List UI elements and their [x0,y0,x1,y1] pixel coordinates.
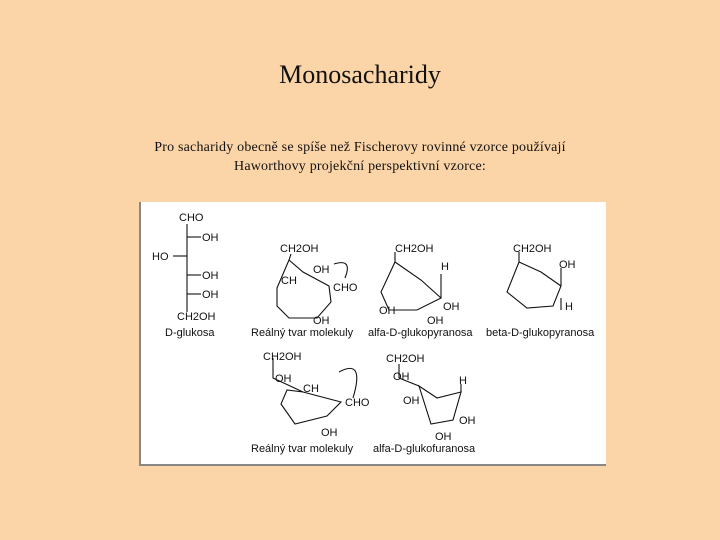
fischer-bottom-label: CH2OH [177,311,216,323]
af-caption: alfa-D-glukofuranosa [373,443,476,455]
fischer-r4-label: OH [202,289,219,301]
fischer-projection [152,212,219,339]
fischer-caption: D-glukosa [165,327,215,339]
oc1-oh-bottom-label: OH [313,315,330,327]
fischer-r3-label: OH [202,270,219,282]
open-chain-structure-2 [251,351,370,455]
bp-caption: beta-D-glukopyranosa [486,327,595,339]
af-oh-left-label: OH [403,395,420,407]
bp-oh-label: OH [559,259,576,271]
af-oh1-label: OH [393,371,410,383]
af-ch2oh-label: CH2OH [386,353,425,365]
alpha-pyranose-structure [368,243,473,339]
ap-oh-bottom-label: OH [427,315,444,327]
slide-intro-text [90,138,630,176]
oc2-ch2oh-label: CH2OH [263,351,302,363]
af-oh-bottom-label: OH [435,431,452,443]
oc1-ch-label: CH [281,275,297,287]
bp-ch2oh-label: CH2OH [513,243,552,255]
af-h-label: H [459,375,467,387]
beta-pyranose-structure [486,243,595,339]
fischer-l2-label: HO [152,251,169,263]
oc1-oh-top-label: OH [313,264,330,276]
oc2-oh-bottom-label: OH [321,427,338,439]
oc1-caption: Reálný tvar molekuly [251,327,354,339]
fischer-top-label: CHO [179,212,204,224]
ap-ch2oh-label: CH2OH [395,243,434,255]
ap-oh-right-label: OH [443,301,460,313]
oc2-cho-label: CHO [345,397,370,409]
bp-h-label: H [565,301,573,313]
alpha-furanose-structure [373,353,476,455]
intro-line-2: Haworthovy projekční perspektivní vzorce: [234,159,486,174]
oc2-caption: Reálný tvar molekuly [251,443,354,455]
oc2-oh1-label: OH [275,373,292,385]
ap-caption: alfa-D-glukopyranosa [368,327,473,339]
ap-oh-left-label: OH [379,305,396,317]
saccharide-structures-figure [139,202,606,466]
oc1-cho-label: CHO [333,282,358,294]
structures-drawing [141,202,606,464]
fischer-r1-label: OH [202,232,219,244]
intro-line-1: Pro sacharidy obecně se spíše než Fischerovy rovinné vzorce používají [154,140,566,155]
af-oh-right-label: OH [459,415,476,427]
slide-title: Monosacharidy [279,60,441,89]
oc1-ch2oh-label: CH2OH [280,243,319,255]
oc2-ch-label: CH [303,383,319,395]
open-chain-structure-1 [251,243,358,339]
ap-h-label: H [441,261,449,273]
